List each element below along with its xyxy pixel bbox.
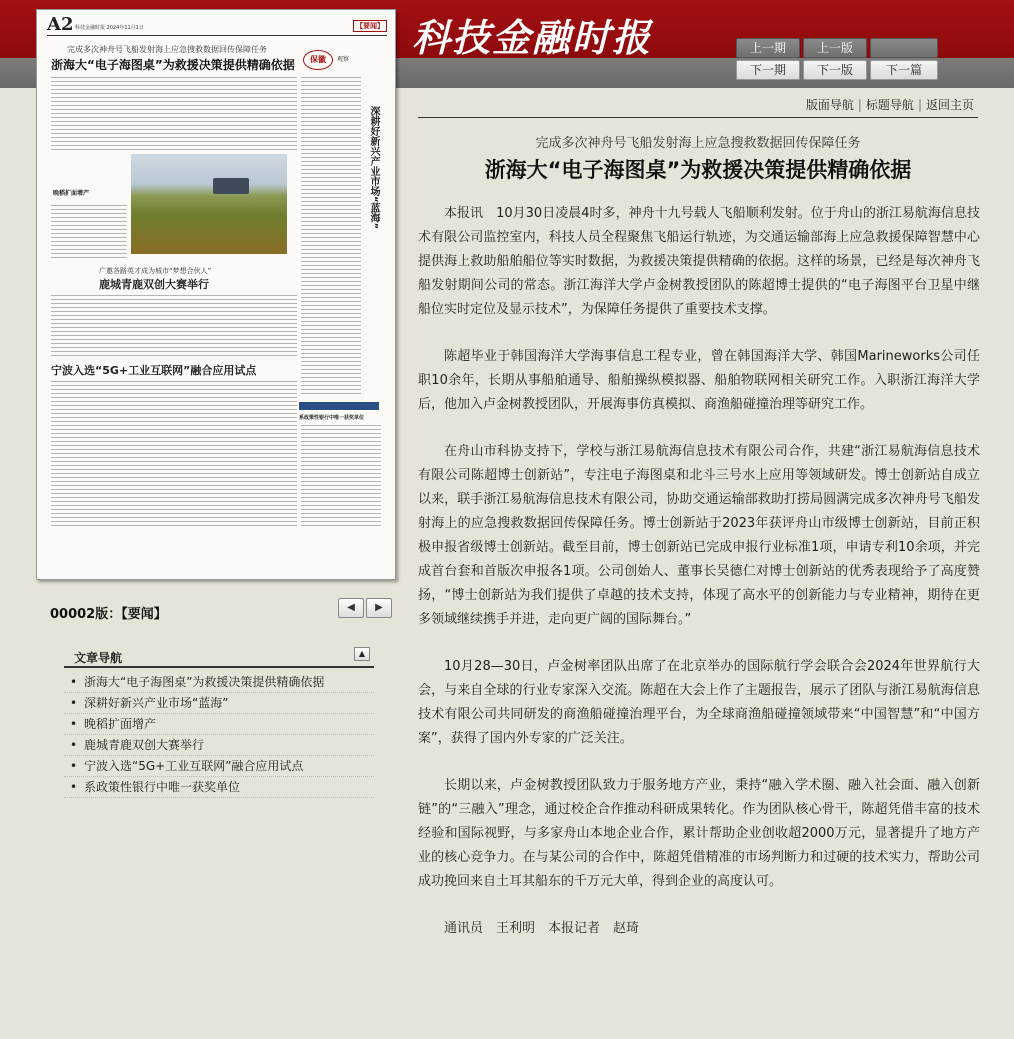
issue-navigation <box>736 38 938 80</box>
home-link[interactable]: 返回主页 <box>925 98 974 112</box>
article-paragraph: 10月28—30日，卢金树率团队出席了在北京举办的国际航行学会联合会2024年世界航行大会，与来自全球的行业专家深入交流。陈超在大会上作了主题报告，展示了团队与浙江易航海信息技术有限公司共同研发的商渔船碰撞治理平台，为全球商渔船碰撞领域带来“中国智慧”和“中国方案”，获得了国内外专家的广泛关注。 <box>418 659 980 746</box>
prev-page-arrow-icon[interactable]: ◀ <box>338 598 364 618</box>
thumbnail-ad-bar <box>299 402 379 410</box>
article-title: 浙海大“电子海图桌”为救援决策提供精确依据 <box>484 158 912 182</box>
thumbnail-headline-main[interactable]: 浙海大“电子海图桌”为救援决策提供精确依据 <box>51 58 295 72</box>
nav-separator: | <box>917 98 922 112</box>
rice-field-photo[interactable] <box>131 154 287 254</box>
next-issue-button[interactable]: 下一期 <box>736 60 800 80</box>
thumbnail-header <box>47 14 387 36</box>
thumbnail-text-block <box>51 204 127 258</box>
thumbnail-meta: 科技金融时报 2024年11月1日 <box>75 25 144 31</box>
top-right-nav <box>418 96 978 118</box>
article-credit: 通讯员 王利明 本报记者 赵琦 <box>444 921 640 936</box>
toc-item[interactable]: • 宁波入选“5G+工业互联网”融合应用试点 <box>64 756 374 777</box>
thumbnail-text-block <box>51 294 297 356</box>
next-article-button[interactable]: 下一篇 <box>870 60 938 80</box>
article-subtitle: 完成多次神舟号飞船发射海上应急搜救数据回传保障任务 <box>535 136 861 151</box>
baoke-column-badge <box>303 50 363 72</box>
toc-title: 文章导航 <box>74 651 123 665</box>
next-edition-button[interactable]: 下一版 <box>803 60 867 80</box>
thumbnail-text-block <box>301 424 381 528</box>
collapse-arrow-icon[interactable]: ▲ <box>354 647 370 661</box>
toc-item[interactable]: • 晚稻扩面增产 <box>64 714 374 735</box>
thumbnail-side-caption[interactable]: 系政策性银行中唯一获奖单位 <box>299 415 365 421</box>
baoke-badge-text: 保徽 <box>303 50 333 70</box>
thumbnail-headline-3[interactable]: 宁波入选“5G+工业互联网”融合应用试点 <box>51 364 257 377</box>
toc-list <box>64 672 374 798</box>
toc-header <box>64 644 374 668</box>
thumbnail-text-block <box>51 380 297 528</box>
masthead-logo: 科技金融时报 <box>412 15 653 60</box>
edition-pager <box>338 598 392 618</box>
article-paragraph: 本报讯 10月30日凌晨4时多，神舟十九号载人飞船顺利发射。位于舟山的浙江易航海信息技术有限公司监控室内，科技人员全程聚焦飞船运行轨迹，为交通运输部海上应急救援保障智慧中心提供海上救助船舶船位等实时数据，为救援决策提供精确的依据。这样的场景，已经是每次神舟飞船发射期间公司的常态。浙江海洋大学卢金树教授团队的陈超博士提供的“电子海图平台卫星中继船位实时定位及显示技术”，为保障任务提供了重要技术支撑。 <box>418 206 980 317</box>
baoke-column-word: 观察 <box>337 56 350 63</box>
thumbnail-section-tag: 【要闻】 <box>353 20 387 32</box>
thumbnail-subtitle[interactable]: 完成多次神舟号飞船发射海上应急搜救数据回传保障任务 <box>67 45 267 54</box>
nav-separator: | <box>857 98 862 112</box>
toc-item[interactable]: • 系政策性银行中唯一获奖单位 <box>64 777 374 798</box>
next-page-arrow-icon[interactable]: ▶ <box>366 598 392 618</box>
title-nav-link[interactable]: 标题导航 <box>865 98 914 112</box>
article-paragraph: 陈超毕业于韩国海洋大学海事信息工程专业，曾在韩国海洋大学、韩国Marineworks公司任职10余年，长期从事船舶通导、船舶操纵模拟器、船舶物联网相关研究工作。入职浙江海洋大学后，他加入卢金树教授团队，开展海事仿真模拟、商渔船碰撞治理等研究工作。 <box>418 349 980 412</box>
toc-item[interactable]: • 深耕好新兴产业市场“蓝海” <box>64 693 374 714</box>
edition-label: 00002版：【要闻】 <box>50 607 167 622</box>
thumbnail-text-block <box>301 76 361 396</box>
article-paragraph: 在舟山市科协支持下，学校与浙江易航海信息技术有限公司合作，共建“浙江易航海信息技术有限公司陈超博士创新站”，专注电子海图桌和北斗三号水上应用等领域研发。博士创新站自成立以来，联手浙江易航海信息技术有限公司，协助交通运输部救助打捞局圆满完成多次神舟号飞船发射海上的应急搜救数据回传保障任务。博士创新站于2023年获评舟山市级博士创新站，目前正积极申报省级博士创新站。截至目前，博士创新站已完成申报行业标准1项，申请专利10余项，并完成首台套和首版次申报各1项。公司创始人、董事长吴德仁对博士创新站的优秀表现给予了高度赞扬，“博士创新站为我们提供了卓越的技术支持，体现了高水平的创新能力与专业精神，期待在更多领域继续携手并进，走向更广阔的国际舞台。” <box>418 444 980 627</box>
prev-issue-button[interactable]: 上一期 <box>736 38 800 58</box>
page-thumbnail[interactable] <box>36 9 396 580</box>
thumbnail-headline-2[interactable]: 鹿城青鹿双创大赛举行 <box>99 278 209 291</box>
article-paragraph: 长期以来，卢金树教授团队致力于服务地方产业，秉持“融入学术圈、融入社会面、融入创新链”的“三融入”理念，通过校企合作推动科研成果转化。作为团队核心骨干，陈超凭借丰富的技术经验和国际视野，与多家舟山本地企业合作，累计帮助企业创收超2000万元，显著提升了地方产业的核心竞争力。在与某公司的合作中，陈超凭借精准的市场判断力和过硬的技术实力，帮助公司成功挽回来自土耳其船东的千万元大单，得到企业的高度认可。 <box>418 778 980 889</box>
section-nav-link[interactable]: 版面导航 <box>805 98 854 112</box>
edition-number: A2 <box>47 14 74 35</box>
article-body <box>418 202 980 941</box>
toc-item[interactable]: • 鹿城青鹿双创大赛举行 <box>64 735 374 756</box>
prev-edition-button[interactable]: 上一版 <box>803 38 867 58</box>
thumbnail-vertical-headline[interactable]: 深耕好新兴产业市场“蓝海” <box>368 106 379 230</box>
thumbnail-photo-caption[interactable]: 晚稻扩面增产 <box>53 190 90 197</box>
thumbnail-text-block <box>51 76 297 152</box>
blank-nav-slot <box>870 38 938 58</box>
toc-item[interactable]: • 浙海大“电子海图桌”为救援决策提供精确依据 <box>64 672 374 693</box>
thumbnail-subtitle-2[interactable]: 广邀各路英才成为城市“梦想合伙人” <box>99 267 212 275</box>
